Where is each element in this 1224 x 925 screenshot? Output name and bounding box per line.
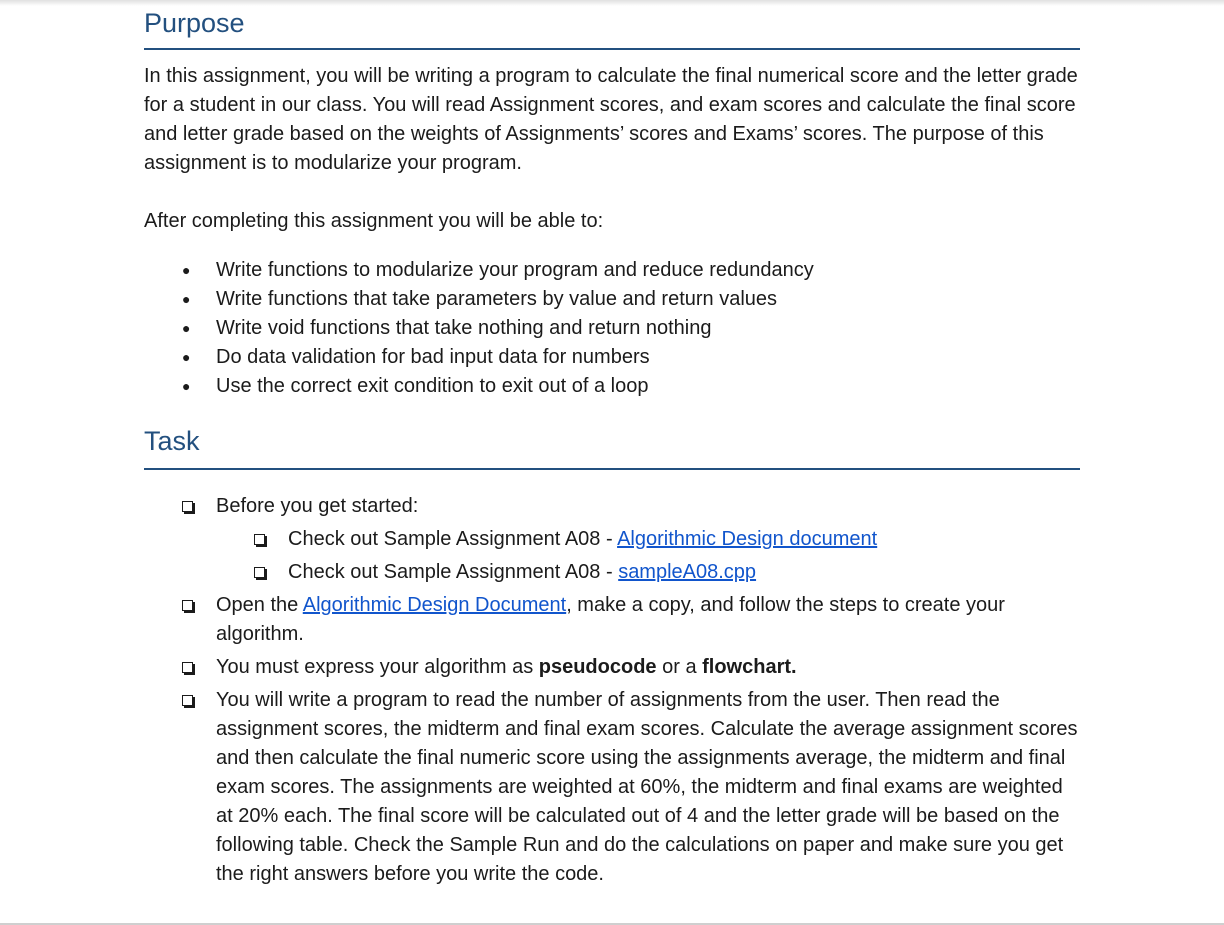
purpose-intro: In this assignment, you will be writing a program to calculate the final numerical score and the letter grade for a student in our class. You will read Assignment scores, and exam scores and calculate the final score and letter grade based on the weights of Assignments’ scores and Exams’ scores. The purpose of this assignment is to modularize your program. <box>144 65 1078 174</box>
outcomes-list <box>144 256 1080 401</box>
checkbox-icon <box>182 600 193 611</box>
task-heading-rule <box>144 468 1080 470</box>
task-item-program-description: You will write a program to read the number of assignments from the user. Then read the assignment scores, the midterm and final exam scores. Calculate the average assignment scores and then calculate the final numeric score using the assignments average, the midterm and final exam scores. The assignments are weighted at 60%, the midterm and final exams are weighted at 20% each. The final score will be calculated out of 4 and the letter grade will be based on the following table. Check the Sample Run and do the calculations on paper and make sure you get the right answers before you write the code. <box>144 686 1080 889</box>
bullet-icon: ● <box>182 378 191 394</box>
task-subitem-sample-cpp: Check out Sample Assignment A08 - sampleA08.cpp <box>216 558 1080 587</box>
checkbox-icon <box>182 695 193 706</box>
bullet-icon: ● <box>182 262 191 278</box>
document-page <box>144 0 1080 893</box>
bullet-icon: ● <box>182 320 191 336</box>
purpose-heading-rule <box>144 48 1080 50</box>
sample-cpp-link[interactable]: sampleA08.cpp <box>618 561 757 583</box>
list-item: ● Do data validation for bad input data for numbers <box>144 343 1080 372</box>
outcomes-intro: After completing this assignment you will be able to: <box>144 210 604 232</box>
checkbox-icon <box>182 662 193 673</box>
list-item: ● Write functions to modularize your program and reduce redundancy <box>144 256 1080 285</box>
algorithmic-design-document-link[interactable]: Algorithmic Design document <box>617 528 878 550</box>
bullet-icon: ● <box>182 349 191 365</box>
list-item: ● Use the correct exit condition to exit out of a loop <box>144 372 1080 401</box>
task-item-express-algorithm: You must express your algorithm as pseudocode or a flowchart. <box>144 653 1080 682</box>
open-design-document-link[interactable]: Algorithmic Design Document <box>302 594 567 616</box>
task-item-open-document: Open the Algorithmic Design Document, make a copy, and follow the steps to create your algorithm. <box>144 591 1080 649</box>
task-item-before-start: Before you get started: Check out Sample Assignment A08 - Algorithmic Design document Check out Sample Assignment A08 - sampleA08.cpp <box>144 492 1080 587</box>
task-heading: Task <box>144 426 200 456</box>
task-checklist <box>144 492 1080 889</box>
list-item: ● Write void functions that take nothing and return nothing <box>144 314 1080 343</box>
checkbox-icon <box>182 501 193 512</box>
purpose-heading: Purpose <box>144 8 245 38</box>
task-subitem-design-doc: Check out Sample Assignment A08 - Algorithmic Design document <box>216 525 1080 554</box>
checkbox-icon <box>254 567 265 578</box>
bullet-icon: ● <box>182 291 191 307</box>
list-item: ● Write functions that take parameters by value and return values <box>144 285 1080 314</box>
checkbox-icon <box>254 534 265 545</box>
task-subchecklist <box>216 525 1080 587</box>
